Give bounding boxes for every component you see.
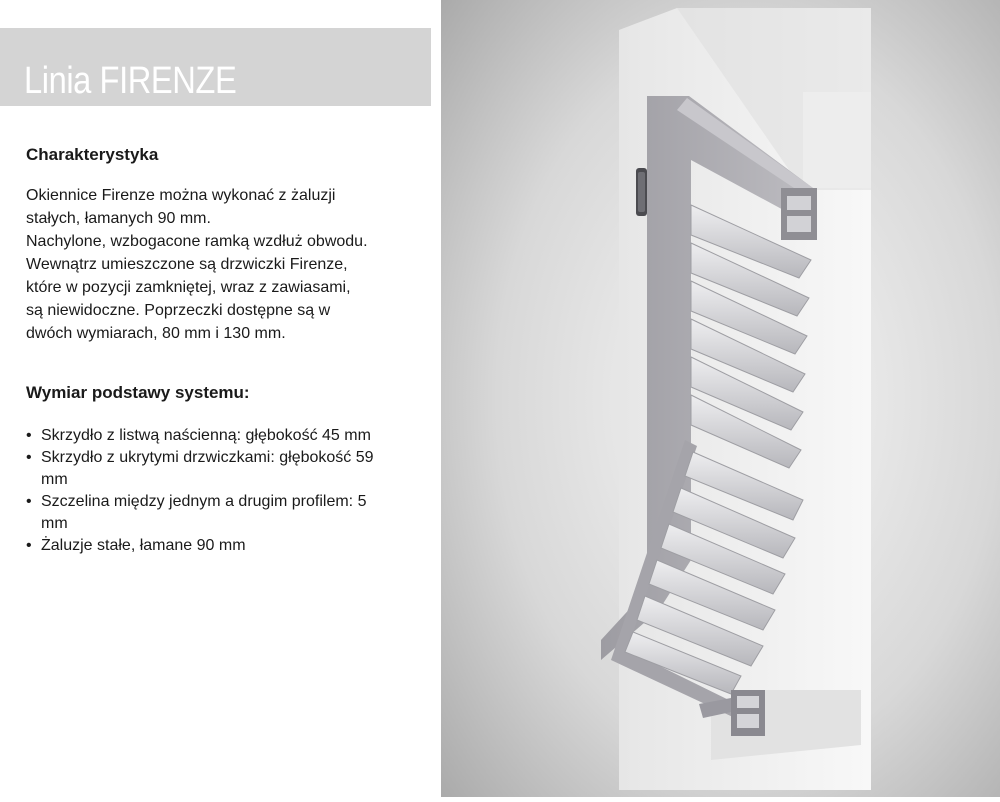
list-item: • Żaluzje stałe, łamane 90 mm	[26, 535, 386, 557]
list-item: • Skrzydło z listwą naścienną: głębokość 45 mm	[26, 425, 386, 447]
characteristics-paragraph	[26, 184, 392, 345]
list-item: • Skrzydło z ukrytymi drzwiczkami: głębokość 59 mm	[26, 447, 386, 491]
shutter-cross-section-icon	[441, 0, 1000, 797]
paragraph-line: dwóch wymiarach, 80 mm i 130 mm.	[26, 325, 286, 342]
paragraph-line: Nachylone, wzbogacone ramką wzdłuż obwodu.	[26, 233, 368, 250]
product-photo	[441, 0, 1000, 797]
page-title: Linia FIRENZE	[24, 60, 237, 102]
paragraph-line: Wewnątrz umieszczone są drzwiczki Firenze,	[26, 256, 348, 273]
paragraph-line: które w pozycji zamkniętej, wraz z zawiasami,	[26, 279, 351, 296]
paragraph-line: stałych, łamanych 90 mm.	[26, 210, 211, 227]
paragraph-line: są niewidoczne. Poprzeczki dostępne są w	[26, 302, 331, 319]
paragraph-line: Okiennice Firenze można wykonać z żaluzji	[26, 187, 336, 204]
dimensions-heading: Wymiar podstawy systemu:	[26, 383, 250, 402]
dimensions-list	[26, 425, 386, 557]
list-item: • Szczelina między jednym a drugim profilem: 5 mm	[26, 491, 386, 535]
characteristics-heading: Charakterystyka	[26, 145, 159, 164]
